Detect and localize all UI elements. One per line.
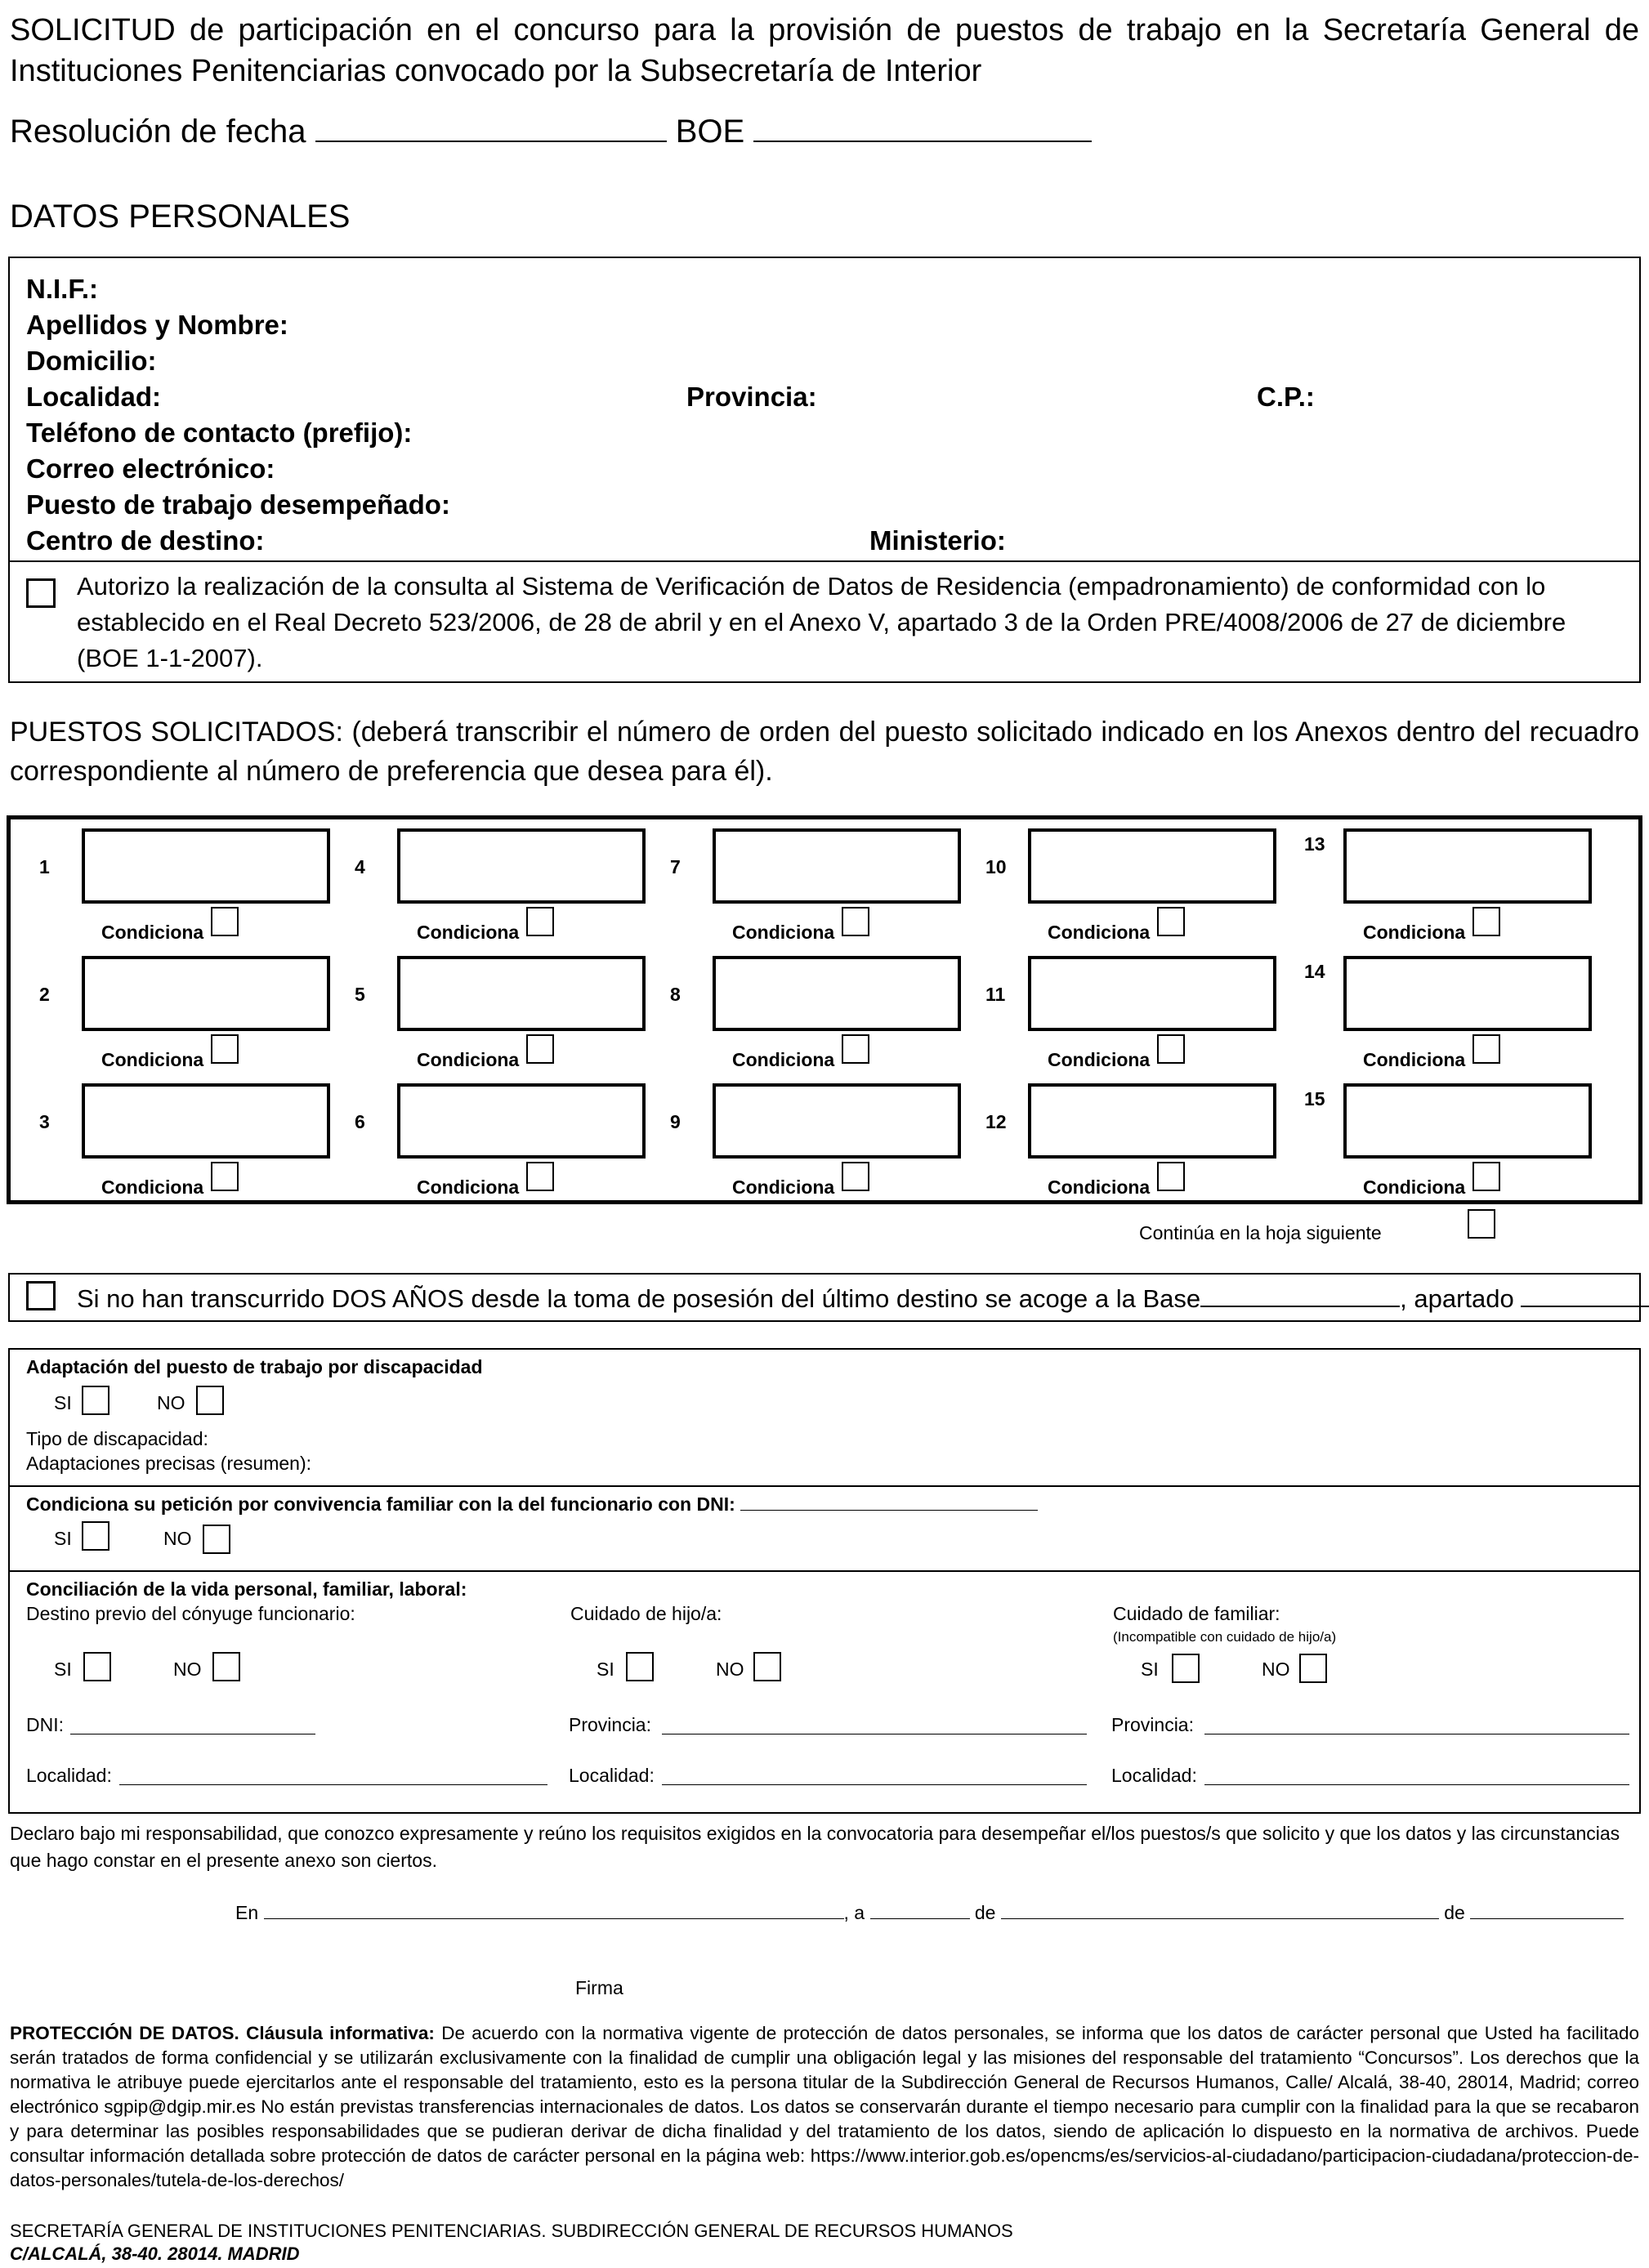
condiciona-checkbox[interactable] xyxy=(842,907,869,936)
familiar-label: Cuidado de familiar: xyxy=(1113,1603,1280,1624)
condiciona-checkbox[interactable] xyxy=(1472,907,1500,936)
condiciona-label: Condiciona xyxy=(417,1049,520,1070)
convivencia-no-checkbox[interactable] xyxy=(203,1525,230,1554)
autorizo-text: Autorizo la realización de la consulta al Sistema de Verificación de Datos de Residencia (empadronamiento) de conformidad con lo establecido en el Real Decreto 523/2006, de 28 de abril y en el Anexo V, apartado 3 de la Orden PRE/4008/2006 de 27 de diciembre (BOE 1-1-2007). xyxy=(77,572,1566,672)
condiciona-checkbox[interactable] xyxy=(842,1162,869,1191)
puesto-number: 9 xyxy=(670,1111,681,1132)
puesto-number: 8 xyxy=(670,984,681,1005)
ano-field[interactable] xyxy=(1470,1902,1624,1919)
conciliacion-heading: Conciliación de la vida personal, familiar, laboral: xyxy=(26,1578,467,1600)
condiciona-checkbox[interactable] xyxy=(211,1034,239,1064)
proteccion-heading: PROTECCIÓN DE DATOS. Cláusula informativa: xyxy=(10,2023,435,2043)
familiar-no-checkbox[interactable] xyxy=(1299,1654,1327,1683)
puesto-number: 7 xyxy=(670,856,681,877)
puesto-input-box[interactable] xyxy=(397,956,646,1031)
puesto-input-box[interactable] xyxy=(82,1083,330,1159)
hijo-localidad-label: Localidad: xyxy=(569,1765,655,1786)
condiciona-label: Condiciona xyxy=(732,1049,835,1070)
conyuge-si-checkbox[interactable] xyxy=(83,1652,111,1681)
puesto-number: 10 xyxy=(985,856,1007,877)
resolucion-date-field[interactable] xyxy=(315,113,667,142)
conyuge-localidad-label: Localidad: xyxy=(26,1765,112,1786)
dni-label: DNI: xyxy=(26,1714,64,1735)
familiar-note: (Incompatible con cuidado de hijo/a) xyxy=(1113,1629,1337,1645)
condiciona-checkbox[interactable] xyxy=(1472,1034,1500,1064)
condiciona-checkbox[interactable] xyxy=(526,1162,554,1191)
condiciona-checkbox[interactable] xyxy=(526,1034,554,1064)
puesto-input-box[interactable] xyxy=(1343,1083,1592,1159)
puesto-input-box[interactable] xyxy=(713,828,961,904)
puesto-input-box[interactable] xyxy=(713,1083,961,1159)
centro-label: Centro de destino: xyxy=(26,525,265,556)
condiciona-label: Condiciona xyxy=(1048,922,1151,943)
divider-2 xyxy=(8,1570,1641,1572)
apartado-field[interactable] xyxy=(1521,1283,1649,1307)
familiar-localidad-label: Localidad: xyxy=(1111,1765,1197,1786)
puesto-number: 13 xyxy=(1304,833,1325,855)
hijo-no-label: NO xyxy=(716,1659,744,1680)
declaracion-text: Declaro bajo mi responsabilidad, que conozco expresamente y reúno los requisitos exigidos en la convocatoria para desempeñar el/los puestos/s que solicito y que los datos y las circunstancias que hago constar en el presente anexo son ciertos. xyxy=(10,1823,1620,1871)
autorizo-checkbox[interactable] xyxy=(26,578,56,608)
puesto-input-box[interactable] xyxy=(397,1083,646,1159)
puesto-input-box[interactable] xyxy=(1028,828,1276,904)
conyuge-label: Destino previo del cónyuge funcionario: xyxy=(26,1603,355,1624)
lugar-fecha-line xyxy=(235,1902,1624,1924)
hijo-si-checkbox[interactable] xyxy=(626,1652,654,1681)
condiciona-label: Condiciona xyxy=(101,922,204,943)
resolucion-label: Resolución de fecha xyxy=(10,114,306,150)
condiciona-label: Condiciona xyxy=(101,1049,204,1070)
de2-label: de xyxy=(1444,1902,1465,1923)
familiar-provincia-label: Provincia: xyxy=(1111,1714,1194,1735)
hijo-label: Cuidado de hijo/a: xyxy=(570,1603,722,1624)
correo-label: Correo electrónico: xyxy=(26,453,275,484)
firma-label: Firma xyxy=(575,1977,623,1998)
lugar-field[interactable] xyxy=(264,1902,844,1919)
dos-anos-line xyxy=(77,1283,1649,1315)
nif-label: N.I.F.: xyxy=(26,274,98,304)
discapacidad-no-checkbox[interactable] xyxy=(196,1386,224,1415)
condiciona-checkbox[interactable] xyxy=(211,907,239,936)
form-title: SOLICITUD de participación en el concurso para la provisión de puestos de trabajo en la Secretaría General de Instituciones Penitenciarias convocado por la Subsecretaría de Interior xyxy=(10,13,1639,88)
dia-field[interactable] xyxy=(870,1902,970,1919)
mes-field[interactable] xyxy=(1001,1902,1439,1919)
tipo-discapacidad-label: Tipo de discapacidad: xyxy=(26,1428,208,1449)
convivencia-line xyxy=(26,1493,1038,1516)
puesto-number: 6 xyxy=(355,1111,365,1132)
continua-label: Continúa en la hoja siguiente xyxy=(1139,1222,1382,1243)
puesto-number: 14 xyxy=(1304,961,1325,982)
puesto-number: 11 xyxy=(985,984,1006,1005)
hijo-localidad-field[interactable] xyxy=(662,1784,1087,1785)
puesto-input-box[interactable] xyxy=(82,956,330,1031)
conyuge-no-label: NO xyxy=(173,1659,202,1680)
condiciona-checkbox[interactable] xyxy=(211,1162,239,1191)
adaptaciones-label: Adaptaciones precisas (resumen): xyxy=(26,1453,311,1474)
convivencia-dni-field[interactable] xyxy=(740,1493,1038,1511)
cp-label: C.P.: xyxy=(1257,382,1315,412)
familiar-si-label: SI xyxy=(1141,1659,1159,1680)
hijo-no-checkbox[interactable] xyxy=(753,1652,781,1681)
condiciona-label: Condiciona xyxy=(1363,1049,1466,1070)
boe-label: BOE xyxy=(675,114,745,150)
conyuge-si-label: SI xyxy=(54,1659,72,1680)
puesto-input-box[interactable] xyxy=(397,828,646,904)
familiar-si-checkbox[interactable] xyxy=(1172,1654,1200,1683)
puesto-label: Puesto de trabajo desempeñado: xyxy=(26,489,450,520)
telefono-label: Teléfono de contacto (prefijo): xyxy=(26,417,413,448)
de1-label: de xyxy=(974,1902,996,1923)
puesto-number: 1 xyxy=(39,856,50,877)
dos-anos-checkbox[interactable] xyxy=(26,1281,56,1310)
divider-1 xyxy=(8,1485,1641,1487)
familiar-no-label: NO xyxy=(1262,1659,1290,1680)
puesto-input-box[interactable] xyxy=(82,828,330,904)
condiciona-label: Condiciona xyxy=(417,922,520,943)
condiciona-label: Condiciona xyxy=(1048,1049,1151,1070)
hijo-si-label: SI xyxy=(597,1659,614,1680)
proteccion-datos-text xyxy=(10,2021,1639,2193)
convivencia-no-label: NO xyxy=(163,1528,192,1549)
proteccion-body: De acuerdo con la normativa vigente de protección de datos personales, se informa que los datos de carácter personal que Usted ha facilitado serán tratados de forma confidencial y se utilizarán exclusivamente con la finalidad de cumplir una obligación legal y las misiones del responsable del tratamiento “Concursos”. Los derechos que la normativa le atribuye puede ejercitarlos ante el responsable del tratamiento, esto es la persona titular de la Subdirección General de Recursos Humanos, Calle/ Alcalá, 38-40, 28014, Madrid; correo electrónico sgpip@dgip.mir.es No están previstas transferencias internacionales de datos. Los datos se conservarán durante el tiempo necesario para cumplir con la finalidad para la que se recabaron y para determinar las posibles responsabilidades que se pudieran derivar de dicha finalidad y del tratamiento de los datos, siendo de aplicación lo dispuesto en la normativa de archivos. Puede consultar información detallada sobre protección de datos de carácter personal en la página web: https://www.interior.gob.es/opencms/es/servicios-al-ciudadano/participacion-ciudadana/proteccion-de-datos-personales/tutela-de-los-derechos/ xyxy=(10,2023,1639,2190)
base-field[interactable] xyxy=(1200,1283,1400,1307)
convivencia-si-label: SI xyxy=(54,1528,72,1549)
puesto-number: 3 xyxy=(39,1111,50,1132)
continua-checkbox[interactable] xyxy=(1468,1209,1495,1239)
condiciona-label: Condiciona xyxy=(1363,922,1466,943)
hijo-provincia-label: Provincia: xyxy=(569,1714,651,1735)
en-label: En xyxy=(235,1902,259,1923)
condiciona-checkbox[interactable] xyxy=(1157,907,1185,936)
puesto-input-box[interactable] xyxy=(1343,828,1592,904)
apellidos-label: Apellidos y Nombre: xyxy=(26,310,288,340)
discapacidad-si-label: SI xyxy=(54,1392,72,1413)
condiciona-checkbox[interactable] xyxy=(842,1034,869,1064)
puestos-intro: PUESTOS SOLICITADOS: (deberá transcribir el número de orden del puesto solicitado indicado en los Anexos dentro del recuadro correspondiente al número de preferencia que desea para él). xyxy=(10,717,1639,787)
familiar-localidad-field[interactable] xyxy=(1204,1784,1629,1785)
conyuge-no-checkbox[interactable] xyxy=(212,1652,240,1681)
puesto-number: 12 xyxy=(985,1111,1007,1132)
puesto-number: 15 xyxy=(1304,1088,1325,1109)
puesto-input-box[interactable] xyxy=(1028,1083,1276,1159)
puesto-input-box[interactable] xyxy=(1028,956,1276,1031)
localidad-label: Localidad: xyxy=(26,382,162,412)
condiciona-label: Condiciona xyxy=(101,1176,204,1198)
puesto-number: 4 xyxy=(355,856,365,877)
convivencia-si-checkbox[interactable] xyxy=(82,1521,109,1551)
condiciona-checkbox[interactable] xyxy=(1157,1034,1185,1064)
a-label: , a xyxy=(843,1902,865,1923)
datos-divider xyxy=(8,560,1641,562)
apartado-label: , apartado xyxy=(1400,1284,1514,1313)
datos-personales-heading: DATOS PERSONALES xyxy=(10,199,351,234)
condiciona-checkbox[interactable] xyxy=(1157,1162,1185,1191)
condiciona-checkbox[interactable] xyxy=(1472,1162,1500,1191)
condiciona-label: Condiciona xyxy=(1363,1176,1466,1198)
discapacidad-si-checkbox[interactable] xyxy=(82,1386,109,1415)
convivencia-heading: Condiciona su petición por convivencia familiar con la del funcionario con DNI: xyxy=(26,1493,735,1515)
puesto-input-box[interactable] xyxy=(713,956,961,1031)
condiciona-label: Condiciona xyxy=(732,922,835,943)
puesto-number: 2 xyxy=(39,984,50,1005)
puesto-number: 5 xyxy=(355,984,365,1005)
condiciona-label: Condiciona xyxy=(417,1176,520,1198)
puesto-input-box[interactable] xyxy=(1343,956,1592,1031)
boe-field[interactable] xyxy=(753,113,1092,142)
discapacidad-heading: Adaptación del puesto de trabajo por discapacidad xyxy=(26,1356,483,1377)
resolucion-line xyxy=(10,109,1092,154)
dos-anos-text: Si no han transcurrido DOS AÑOS desde la toma de posesión del último destino se acoge a la Base xyxy=(77,1284,1201,1313)
condiciona-label: Condiciona xyxy=(1048,1176,1151,1198)
footer-address: C/ALCALÁ, 38-40. 28014. MADRID xyxy=(10,2243,300,2264)
conyuge-localidad-field[interactable] xyxy=(119,1784,547,1785)
discapacidad-no-label: NO xyxy=(157,1392,185,1413)
domicilio-label: Domicilio: xyxy=(26,346,157,376)
condiciona-checkbox[interactable] xyxy=(526,907,554,936)
footer-organization: SECRETARÍA GENERAL DE INSTITUCIONES PENITENCIARIAS. SUBDIRECCIÓN GENERAL DE RECURSOS HUMANOS xyxy=(10,2221,1013,2241)
provincia-label: Provincia: xyxy=(686,382,817,412)
condiciona-label: Condiciona xyxy=(732,1176,835,1198)
ministerio-label: Ministerio: xyxy=(869,525,1006,556)
